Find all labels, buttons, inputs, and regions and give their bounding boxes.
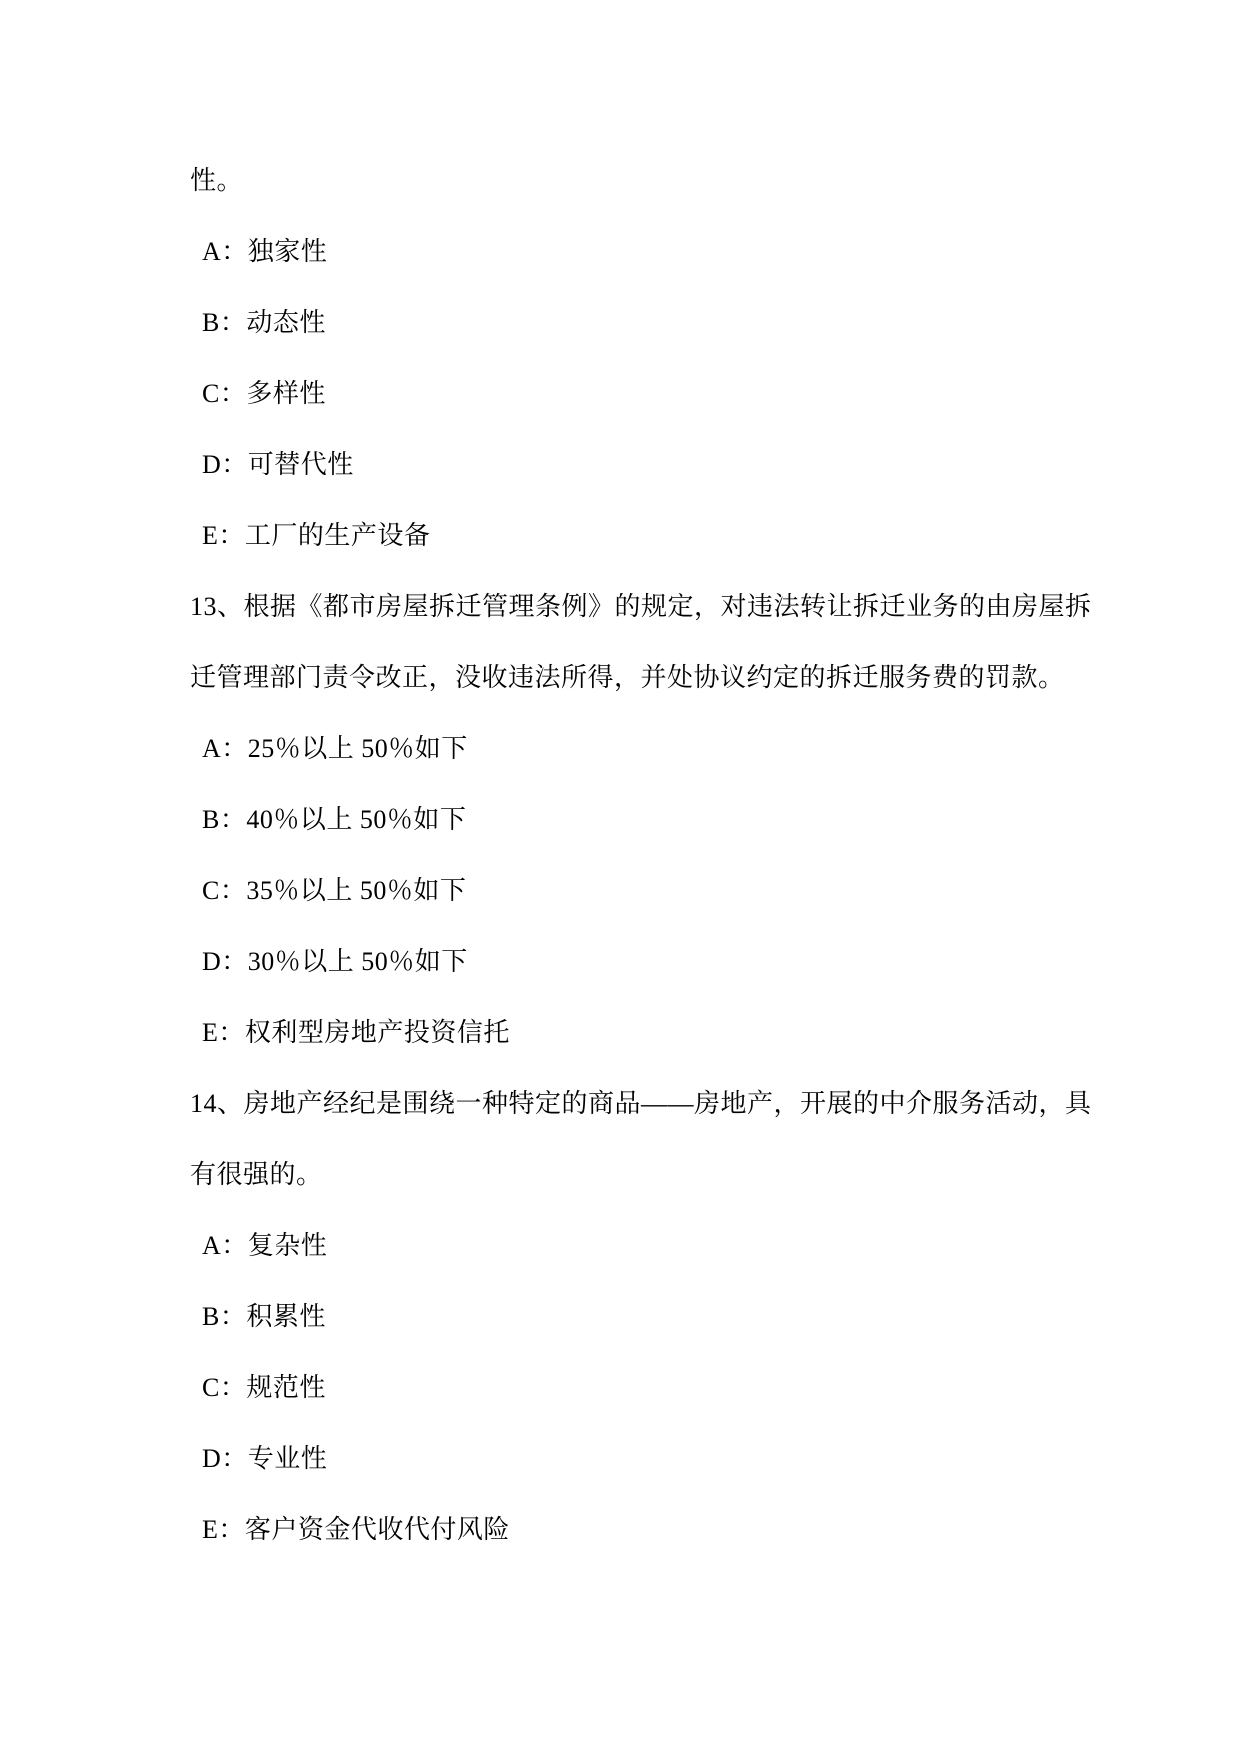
option-line: A：25％以上 50％如下 [202, 734, 468, 763]
question-12-options [190, 216, 1100, 571]
option-line: C：规范性 [202, 1373, 326, 1402]
question-text-line: 有很强的。 [190, 1160, 323, 1189]
option-line: D：专业性 [202, 1444, 328, 1473]
question-13 [190, 571, 1100, 713]
option-line: B：40％以上 50％如下 [202, 805, 467, 834]
option-line: D：30％以上 50％如下 [202, 947, 468, 976]
question-text-line: 迁管理部门责令改正，没收违法所得，并处协议约定的拆迁服务费的罚款。 [190, 663, 1065, 692]
option-line: E：权利型房地产投资信托 [202, 1018, 510, 1047]
option-line: E：客户资金代收代付风险 [202, 1515, 510, 1544]
option-line: D：可替代性 [202, 450, 354, 479]
question-text-line: 性。 [190, 166, 244, 195]
question-13-options [190, 713, 1100, 1068]
option-line: B：积累性 [202, 1302, 326, 1331]
option-line: A：独家性 [202, 237, 328, 266]
document-content [190, 145, 1100, 1565]
question-text-line: 14、房地产经纪是围绕一种特定的商品——房地产，开展的中介服务活动，具 [190, 1089, 1092, 1118]
question-14-options [190, 1210, 1100, 1565]
option-line: C：35％以上 50％如下 [202, 876, 467, 905]
option-line: B：动态性 [202, 308, 326, 337]
question-12-continuation [190, 145, 1100, 216]
question-14 [190, 1068, 1100, 1210]
question-text-line: 13、根据《都市房屋拆迁管理条例》的规定，对违法转让拆迁业务的由房屋拆 [190, 592, 1092, 621]
option-line: E：工厂的生产设备 [202, 521, 431, 550]
option-line: A：复杂性 [202, 1231, 328, 1260]
option-line: C：多样性 [202, 379, 326, 408]
